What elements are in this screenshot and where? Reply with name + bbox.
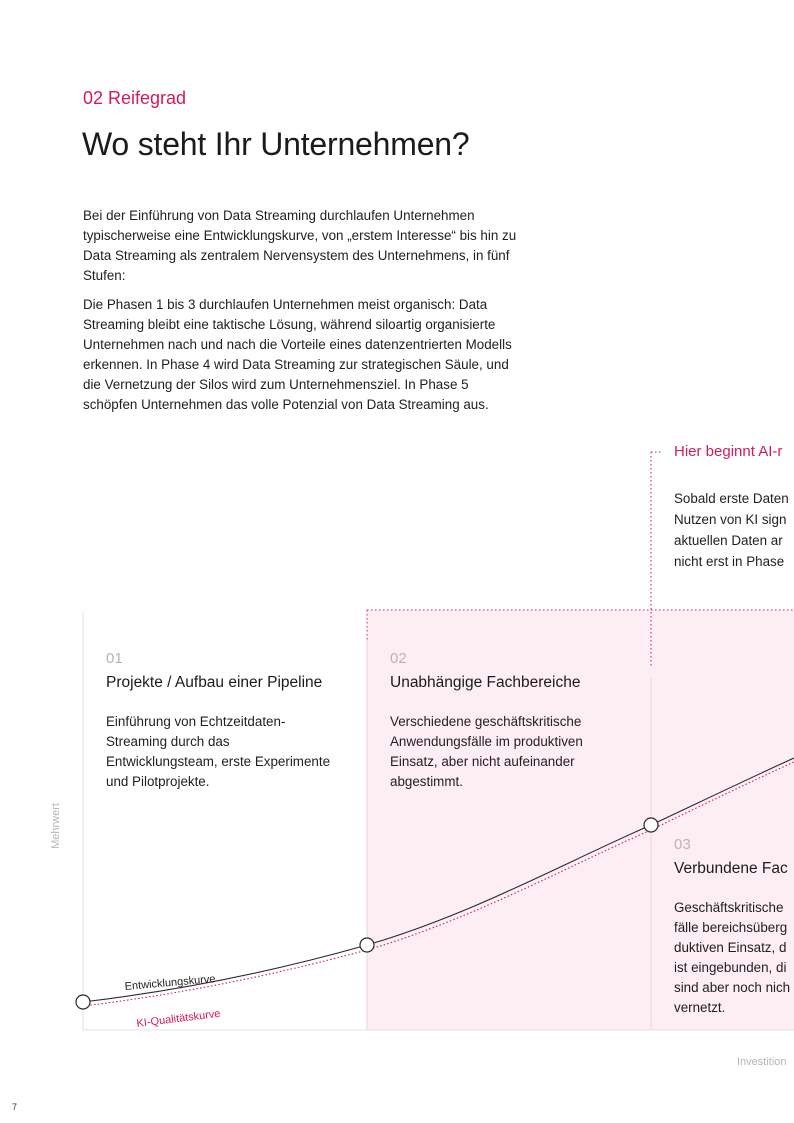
phase-3-title: Verbundene Fac <box>674 860 788 877</box>
phase-2-panel <box>367 610 651 1030</box>
phase-2-number: 02 <box>390 650 407 667</box>
phase-1-number: 01 <box>106 650 123 667</box>
intro-paragraph-1: Bei der Einführung von Data Streaming durchlaufen Unternehmen typischerweise eine Entwicklungskurve, von „erstem Interesse“ bis hin zu Data Streaming als zentralem Nervensystem des Unternehmens, in fünf Stufen: <box>83 208 517 283</box>
intro-paragraph-2: Die Phasen 1 bis 3 durchlaufen Unternehmen meist organisch: Data Streaming bleibt eine taktische Lösung, während siloartig organisierte Unternehmen nach und nach die Vorteile eines datenzentrierten Modells erkennen. In Phase 4 wird Data Streaming zur strategischen Säule, und die Vernetzung der Silos wird zum Unternehmensziel. In Phase 5 schöpfen Unternehmen das volle Potenzial von Data Streaming aus. <box>83 297 512 412</box>
page-title: Wo steht Ihr Unternehmen? <box>82 126 470 162</box>
phase-1-description: Einführung von Echtzeitdaten-Streaming durch das Entwicklungsteam, erste Experimente und Pilotprojekte. <box>106 714 331 789</box>
page-number: 7 <box>12 1102 18 1112</box>
phase-2-description: Verschiedene geschäftskritische Anwendungsfälle im produktiven Einsatz, aber nicht aufeinander abgestimmt. <box>390 714 583 789</box>
phase-2-title: Unabhängige Fachbereiche <box>390 674 581 691</box>
phase-1-title: Projekte / Aufbau einer Pipeline <box>106 674 323 691</box>
ai-quality-curve-label: KI-Qualitätskurve <box>135 1007 222 1030</box>
curve-node-2 <box>360 938 374 952</box>
development-curve-label: Entwicklungskurve <box>124 973 217 993</box>
section-kicker: 02 Reifegrad <box>83 88 187 108</box>
curve-node-1 <box>76 995 90 1009</box>
callout-title: Hier beginnt AI-r <box>674 443 783 460</box>
x-axis-label: Investition <box>737 1056 787 1068</box>
phase-3-number: 03 <box>674 836 691 853</box>
callout-body: Sobald erste Daten Nutzen von KI sign aktuellen Daten ar nicht erst in Phase <box>674 491 789 569</box>
phase-3-description: Geschäftskritische fälle bereichsüberg duktiven Einsatz, d ist eingebunden, di sind aber noch nich vernetzt. <box>674 900 791 1015</box>
y-axis-label: Mehrwert <box>49 803 62 849</box>
curve-node-3 <box>644 818 658 832</box>
